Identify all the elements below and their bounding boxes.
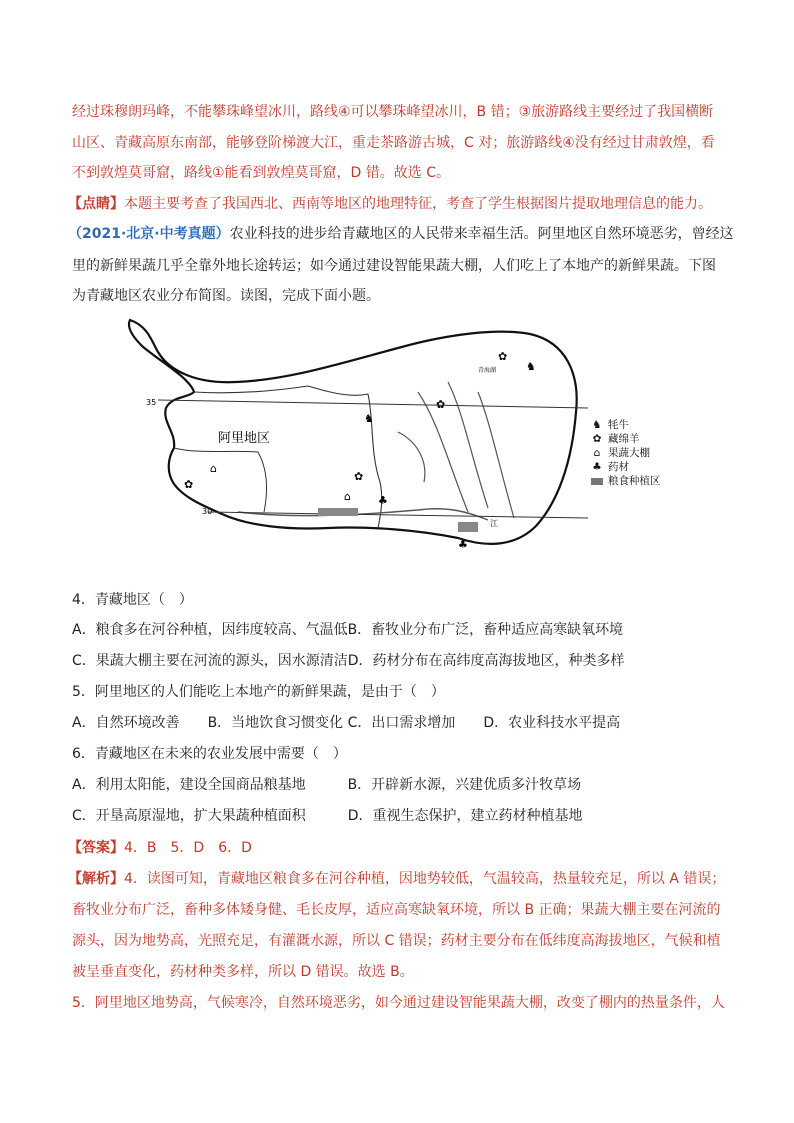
ali-region-label: 阿里地区 — [218, 431, 271, 446]
answer-line — [68, 838, 252, 858]
analysis-continued-line-1: 经过珠穆朗玛峰，不能攀珠峰望冰川，路线④可以攀珠峰望冰川，B 错；③旅游路线主要经过了我国横断 — [72, 104, 714, 120]
intro-line-1 — [68, 224, 734, 244]
map-legend — [590, 418, 661, 488]
answer-tag: 【答案】 — [68, 840, 124, 856]
legend-item-grain: 粮食种植区 — [590, 474, 661, 488]
sheep-icon: ✿ — [184, 478, 194, 491]
lat-35-label: 35 — [146, 398, 157, 407]
grain-area — [318, 508, 358, 516]
sheep-icon: ✿ — [498, 350, 508, 363]
yak-icon: ♞ — [364, 412, 374, 425]
greenhouse-icon: ⌂ — [210, 462, 217, 475]
herb-icon: ♣ — [592, 461, 602, 473]
answer-text: 4．B 5．D 6．D — [124, 840, 252, 856]
legend-item-sheep: ✿ 藏绵羊 — [590, 432, 661, 446]
sheep-icon: ✿ — [592, 433, 602, 445]
herb-icon: ♣ — [458, 538, 468, 551]
intro-line-2: 里的新鲜果蔬几乎全靠外地长途转运；如今通过建设智能果蔬大棚，人们吃上了本地产的新鲜果蔬。下图 — [72, 258, 716, 274]
question-6-options-ab: A．利用太阳能，建设全国商品粮基地 B．开辟新水源，兴建优质多汁牧草场 — [72, 777, 582, 793]
analysis-continued-line-3: 不到敦煌莫哥窟，路线①能看到敦煌莫哥窟，D 错。故选 C。 — [72, 165, 451, 181]
analysis-line-5: 5．阿里地区地势高，气候寒冷，自然环境恶劣，如今通过建设智能果蔬大棚，改变了棚内的热量条件，人 — [72, 995, 725, 1011]
question-4: 4．青藏地区（ ） — [72, 592, 193, 608]
province-boundary — [194, 386, 382, 528]
sheep-icon: ✿ — [436, 398, 446, 411]
grain-area — [458, 522, 478, 532]
analysis-text-1: 4．读图可知，青藏地区粮食多在河谷种植，因地势较低，气温较高，热量较充足，所以 A 错误； — [124, 871, 726, 887]
analysis-line-4: 被呈垂直变化，药材种类多样，所以 D 错误。故选 B。 — [72, 964, 414, 980]
yak-icon: ♞ — [526, 360, 536, 373]
legend-item-herb: ♣ 药材 — [590, 460, 661, 474]
lat-30-label: 30 — [202, 507, 213, 516]
legend-item-greenhouse: ⌂ 果蔬大棚 — [590, 446, 661, 460]
analysis-tag: 【解析】 — [68, 871, 124, 887]
question-source: （2021·北京·中考真题） — [68, 226, 230, 242]
sheep-icon: ✿ — [354, 470, 364, 483]
question-5: 5．阿里地区的人们能吃上本地产的新鲜果蔬，是由于（ ） — [72, 684, 445, 700]
qinghai-lake-label: 青海湖 — [478, 367, 497, 374]
question-5-options: A．自然环境改善 B．当地饮食习惯变化 C．出口需求增加 D．农业科技水平提高 — [72, 715, 621, 731]
question-4-options-cd: C．果蔬大棚主要在河流的源头，因水源清洁D．药材分布在高纬度高海拔地区，种类多样 — [72, 653, 625, 669]
question-4-options-ab: A．粮食多在河谷种植，因纬度较高、气温低B．畜牧业分布广泛，畜种适应高寒缺氧环境 — [72, 622, 624, 638]
qinghai-tibet-agriculture-map — [118, 312, 588, 580]
intro-text-1: 农业科技的进步给青藏地区的人民带来幸福生活。阿里地区自然环境恶劣，曾经这 — [229, 226, 734, 242]
yak-icon: ♞ — [592, 419, 602, 431]
river-label: 江 — [490, 519, 498, 528]
comment-tag: 【点睛】 — [68, 196, 124, 212]
grain-area-icon — [590, 474, 604, 488]
legend-item-yak: ♞ 牦牛 — [590, 418, 661, 432]
river-lines — [398, 382, 514, 518]
intro-line-3: 为青藏地区农业分布简图。读图，完成下面小题。 — [72, 288, 380, 304]
analysis-line-1 — [68, 869, 725, 889]
comment-text: 本题主要考查了我国西北、西南等地区的地理特征，考查了学生根据图片提取地理信息的能力。 — [124, 196, 712, 212]
analysis-continued-line-2: 山区、青藏高原东南部，能够登阶梯渡大江，重走茶路游古城，C 对；旅游路线④没有经过甘肃敦煌，看 — [72, 135, 715, 151]
comment-line — [68, 194, 712, 214]
analysis-line-2: 畜牧业分布广泛，畜种多体矮身健、毛长皮厚，适应高寒缺氧环境，所以 B 正确；果蔬大棚主要在河流的 — [72, 902, 721, 918]
analysis-line-3: 源头，因为地势高，光照充足，有灌溉水源，所以 C 错误；药材主要分布在低纬度高海拔地区，气候和植 — [72, 933, 721, 949]
greenhouse-icon: ⌂ — [593, 447, 601, 459]
herb-icon: ♣ — [378, 494, 388, 507]
greenhouse-icon: ⌂ — [344, 490, 351, 503]
question-6: 6．青藏地区在未来的农业发展中需要（ ） — [72, 746, 347, 762]
question-6-options-cd: C．开垦高原湿地，扩大果蔬种植面积 D．重视生态保护，建立药材种植基地 — [72, 808, 583, 824]
latitude-35 — [158, 400, 588, 408]
